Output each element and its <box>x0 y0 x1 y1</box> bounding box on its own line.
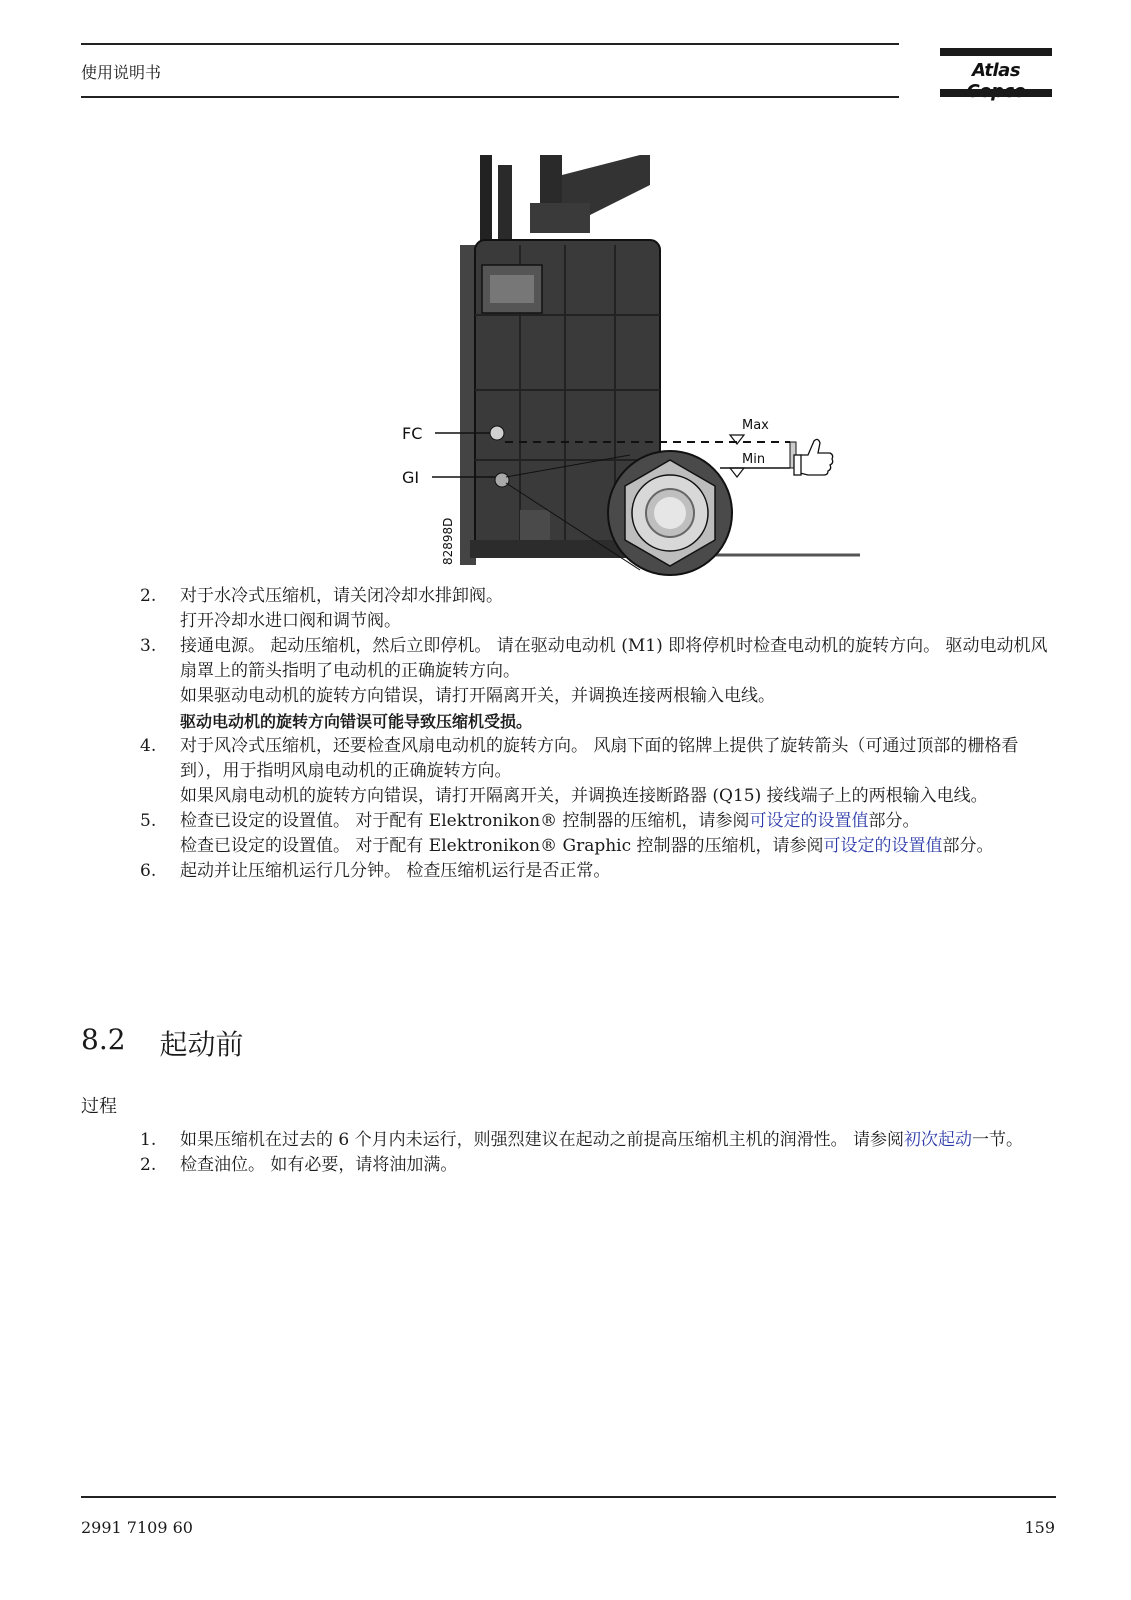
section-title: 起动前 <box>159 1028 244 1061</box>
list-item <box>140 859 1060 884</box>
page-number: 159 <box>1024 1518 1055 1537</box>
step-number: 3. <box>140 636 157 656</box>
step-text-part: 部分。 <box>942 836 994 856</box>
step-number: 5. <box>140 811 157 831</box>
header-rule-top <box>81 43 899 45</box>
step-text: 打开冷却水进口阀和调节阀。 <box>180 611 401 631</box>
step-text <box>180 1128 1060 1153</box>
step-warning: 驱动电动机的旋转方向错误可能导致压缩机受损。 <box>180 712 533 731</box>
step-number: 2. <box>140 1155 157 1175</box>
top-flange <box>530 203 590 233</box>
step-text-part: 如果压缩机在过去的 6 个月内未运行，则强烈建议在起动之前提高压缩机主机的润滑性。 请参阅 <box>180 1130 905 1150</box>
side-frame <box>460 245 476 565</box>
sight-glass <box>495 473 509 487</box>
step-text: 对于风冷式压缩机，还要检查风扇电动机的旋转方向。 风扇下面的铭牌上提供了旋转箭头（可通过顶部的栅格看到），用于指明风扇电动机的正确旋转方向。 <box>180 736 1019 781</box>
step-text <box>180 834 1060 859</box>
settings-link[interactable]: 可设定的设置值 <box>823 836 943 856</box>
step-number: 2. <box>140 586 157 606</box>
list-item <box>140 809 1060 859</box>
logo-text: Atlas <box>971 60 1021 81</box>
list-item <box>140 584 1060 634</box>
atlas-copco-logo <box>940 48 1052 100</box>
step-text: 如果风扇电动机的旋转方向错误，请打开隔离开关，并调换连接断路器 (Q15) 接线端子上的两根输入电线。 <box>180 786 988 806</box>
list-item <box>140 1128 1060 1153</box>
step-text-part: 检查已设定的设置值。 对于配有 Elektronikon® Graphic 控制器的压缩机，请参阅 <box>180 836 824 856</box>
section-heading <box>81 1023 244 1063</box>
oil-level-figure <box>390 155 860 585</box>
subsection-heading: 过程 <box>81 1096 117 1117</box>
step-text-part: 一节。 <box>972 1130 1024 1150</box>
label-gi: GI <box>402 468 420 487</box>
step-number: 4. <box>140 736 157 756</box>
thumbs-up-icon <box>794 439 833 475</box>
step-text-part: 部分。 <box>868 811 920 831</box>
procedure-list-top <box>140 584 1060 884</box>
step-text: 对于水冷式压缩机，请关闭冷却水排卸阀。 <box>180 586 503 606</box>
list-item <box>140 734 1060 809</box>
footer-rule <box>81 1496 1056 1498</box>
section-number: 8.2 <box>81 1023 126 1056</box>
figure-code: 82898D <box>441 517 455 565</box>
step-text: 检查油位。 如有必要，请将油加满。 <box>180 1155 458 1175</box>
document-number: 2991 7109 60 <box>81 1518 193 1537</box>
list-item <box>140 1153 1060 1178</box>
step-text: 如果驱动电动机的旋转方向错误，请打开隔离开关，并调换连接两根输入电线。 <box>180 686 775 706</box>
label-max: Max <box>742 418 769 433</box>
settings-link[interactable]: 可设定的设置值 <box>749 811 869 831</box>
step-number: 6. <box>140 861 157 881</box>
step-text: 接通电源。 起动压缩机，然后立即停机。 请在驱动电动机 (M1) 即将停机时检查电动机的旋转方向。 驱动电动机风扇罩上的箭头指明了电动机的正确旋转方向。 <box>180 636 1048 681</box>
initial-start-link[interactable]: 初次起动 <box>904 1130 973 1150</box>
step-text: 起动并让压缩机运行几分钟。 检查压缩机运行是否正常。 <box>180 861 611 881</box>
label-fc: FC <box>402 424 423 443</box>
step-text <box>180 809 1060 834</box>
step-text-part: 检查已设定的设置值。 对于配有 Elektronikon® 控制器的压缩机，请参阅 <box>180 811 750 831</box>
header-rule-bottom <box>81 96 899 98</box>
step-number: 1. <box>140 1130 157 1150</box>
document-title: 使用说明书 <box>81 63 162 82</box>
procedure-list-bottom <box>140 1128 1060 1178</box>
list-item <box>140 634 1060 734</box>
label-min: Min <box>742 452 766 467</box>
fc-plug <box>490 426 504 440</box>
